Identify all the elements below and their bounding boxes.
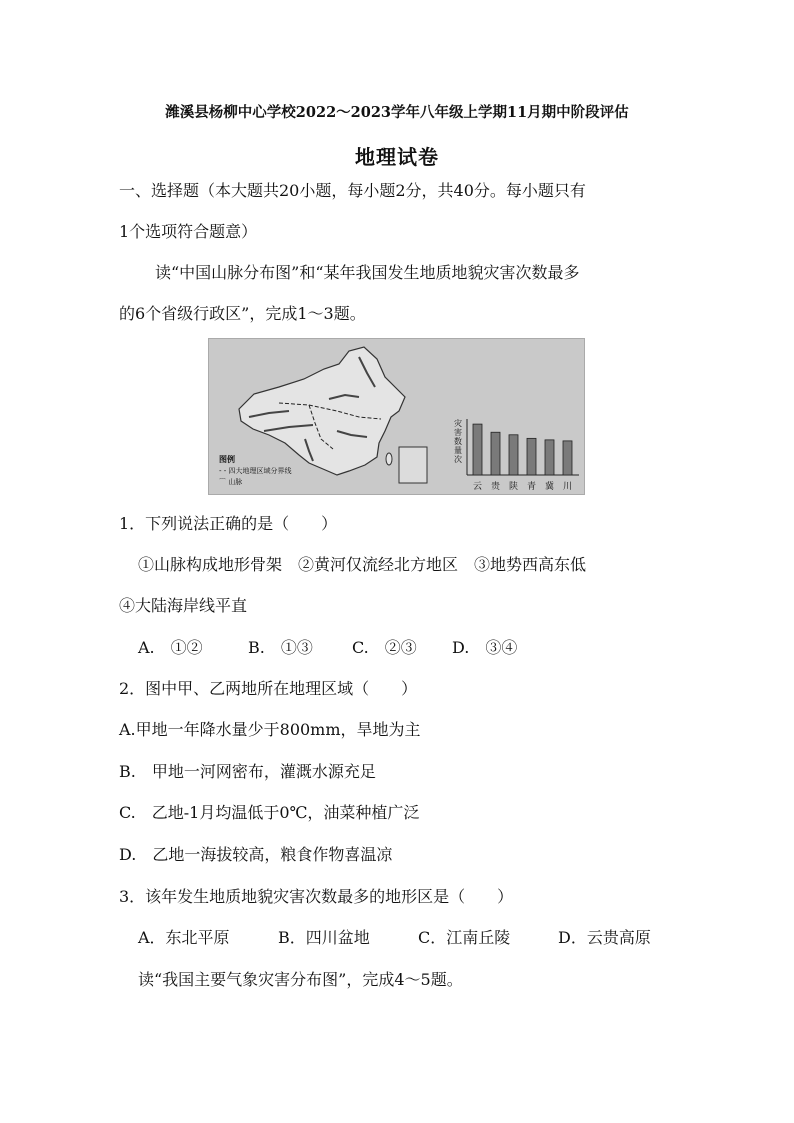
chart-bar [545, 440, 554, 475]
chart-x-tick-label: 贵 [491, 482, 501, 492]
q1-option-d[interactable]: D. ③④ [452, 638, 518, 657]
q1-option-c[interactable]: C. ②③ [352, 638, 417, 657]
chart-bar [491, 432, 500, 475]
intro-text-q4-5: 读“我国主要气象灾害分布图”，完成4～5题。 [138, 970, 463, 989]
q2-stem: 2．图中甲、乙两地所在地理区域（ ） [119, 679, 418, 698]
q1-statements-line1: ①山脉构成地形骨架 ②黄河仅流经北方地区 ③地势西高东低 [138, 555, 587, 574]
chart-bar [509, 435, 518, 475]
chart-x-tick-label: 川 [563, 482, 573, 492]
taiwan-island [386, 453, 392, 465]
q2-option-c[interactable]: C. 乙地-1月均温低于0℃，油菜种植广泛 [119, 803, 420, 822]
q3-option-c[interactable]: C．江南丘陵 [418, 928, 511, 947]
mountain-symbol-icon: ⌒ [219, 478, 229, 486]
q3-stem: 3．该年发生地质地貌灾害次数最多的地形区是（ ） [119, 887, 514, 906]
china-outline [239, 347, 405, 475]
q2-option-b[interactable]: B. 甲地一河网密布，灌溉水源充足 [119, 762, 376, 781]
q3-option-b[interactable]: B．四川盆地 [278, 928, 370, 947]
chart-bar [563, 441, 572, 475]
legend-boundary [219, 467, 292, 476]
chart-y-label: 灾害数量次 [454, 419, 462, 464]
q3-options [138, 928, 651, 948]
chart-x-tick-label: 冀 [545, 482, 555, 492]
section-instruction-line1: 一、选择题（本大题共20小题，每小题2分，共40分。每小题只有 [119, 181, 586, 200]
legend-boundary-label: 四大地理区域分界线 [228, 467, 292, 475]
section-instruction-line2: 1个选项符合题意） [119, 222, 258, 241]
q1-statements-line2: ④大陆海岸线平直 [119, 596, 248, 615]
page-title: 地理试卷 [355, 145, 439, 169]
q3-option-a[interactable]: A．东北平原 [138, 928, 230, 947]
legend-mountain-label: 山脉 [228, 478, 243, 486]
exam-header: 潍溪县杨柳中心学校2022～2023学年八年级上学期11月期中阶段评估 [165, 104, 629, 121]
dash-line-icon: - - [219, 467, 229, 475]
intro-text-line2: 的6个省级行政区”，完成1～3题。 [119, 304, 366, 323]
q1-stem: 1．下列说法正确的是（ ） [119, 514, 338, 533]
q2-option-a[interactable]: A.甲地一年降水量少于800mm，旱地为主 [119, 720, 421, 739]
intro-text-line1: 读“中国山脉分布图”和“某年我国发生地质地貌灾害次数最多 [155, 263, 580, 282]
legend-mountain [219, 478, 242, 487]
q2-option-d[interactable]: D. 乙地一海拔较高，粮食作物喜温凉 [119, 845, 393, 864]
south-china-sea-inset [399, 447, 427, 483]
chart-bar [527, 438, 536, 475]
chart-x-tick-label: 云 [473, 482, 483, 492]
q1-option-b[interactable]: B. ①③ [248, 638, 313, 657]
q1-option-a[interactable]: A. ①② [138, 638, 203, 657]
q3-option-d[interactable]: D．云贵高原 [558, 928, 651, 947]
q1-options [138, 638, 517, 658]
chart-x-tick-label: 陕 [509, 482, 519, 492]
chart-x-tick-label: 青 [527, 482, 537, 492]
chart-bar [473, 424, 482, 475]
legend-title: 图例 [219, 455, 235, 464]
map-and-chart-figure [208, 338, 585, 495]
